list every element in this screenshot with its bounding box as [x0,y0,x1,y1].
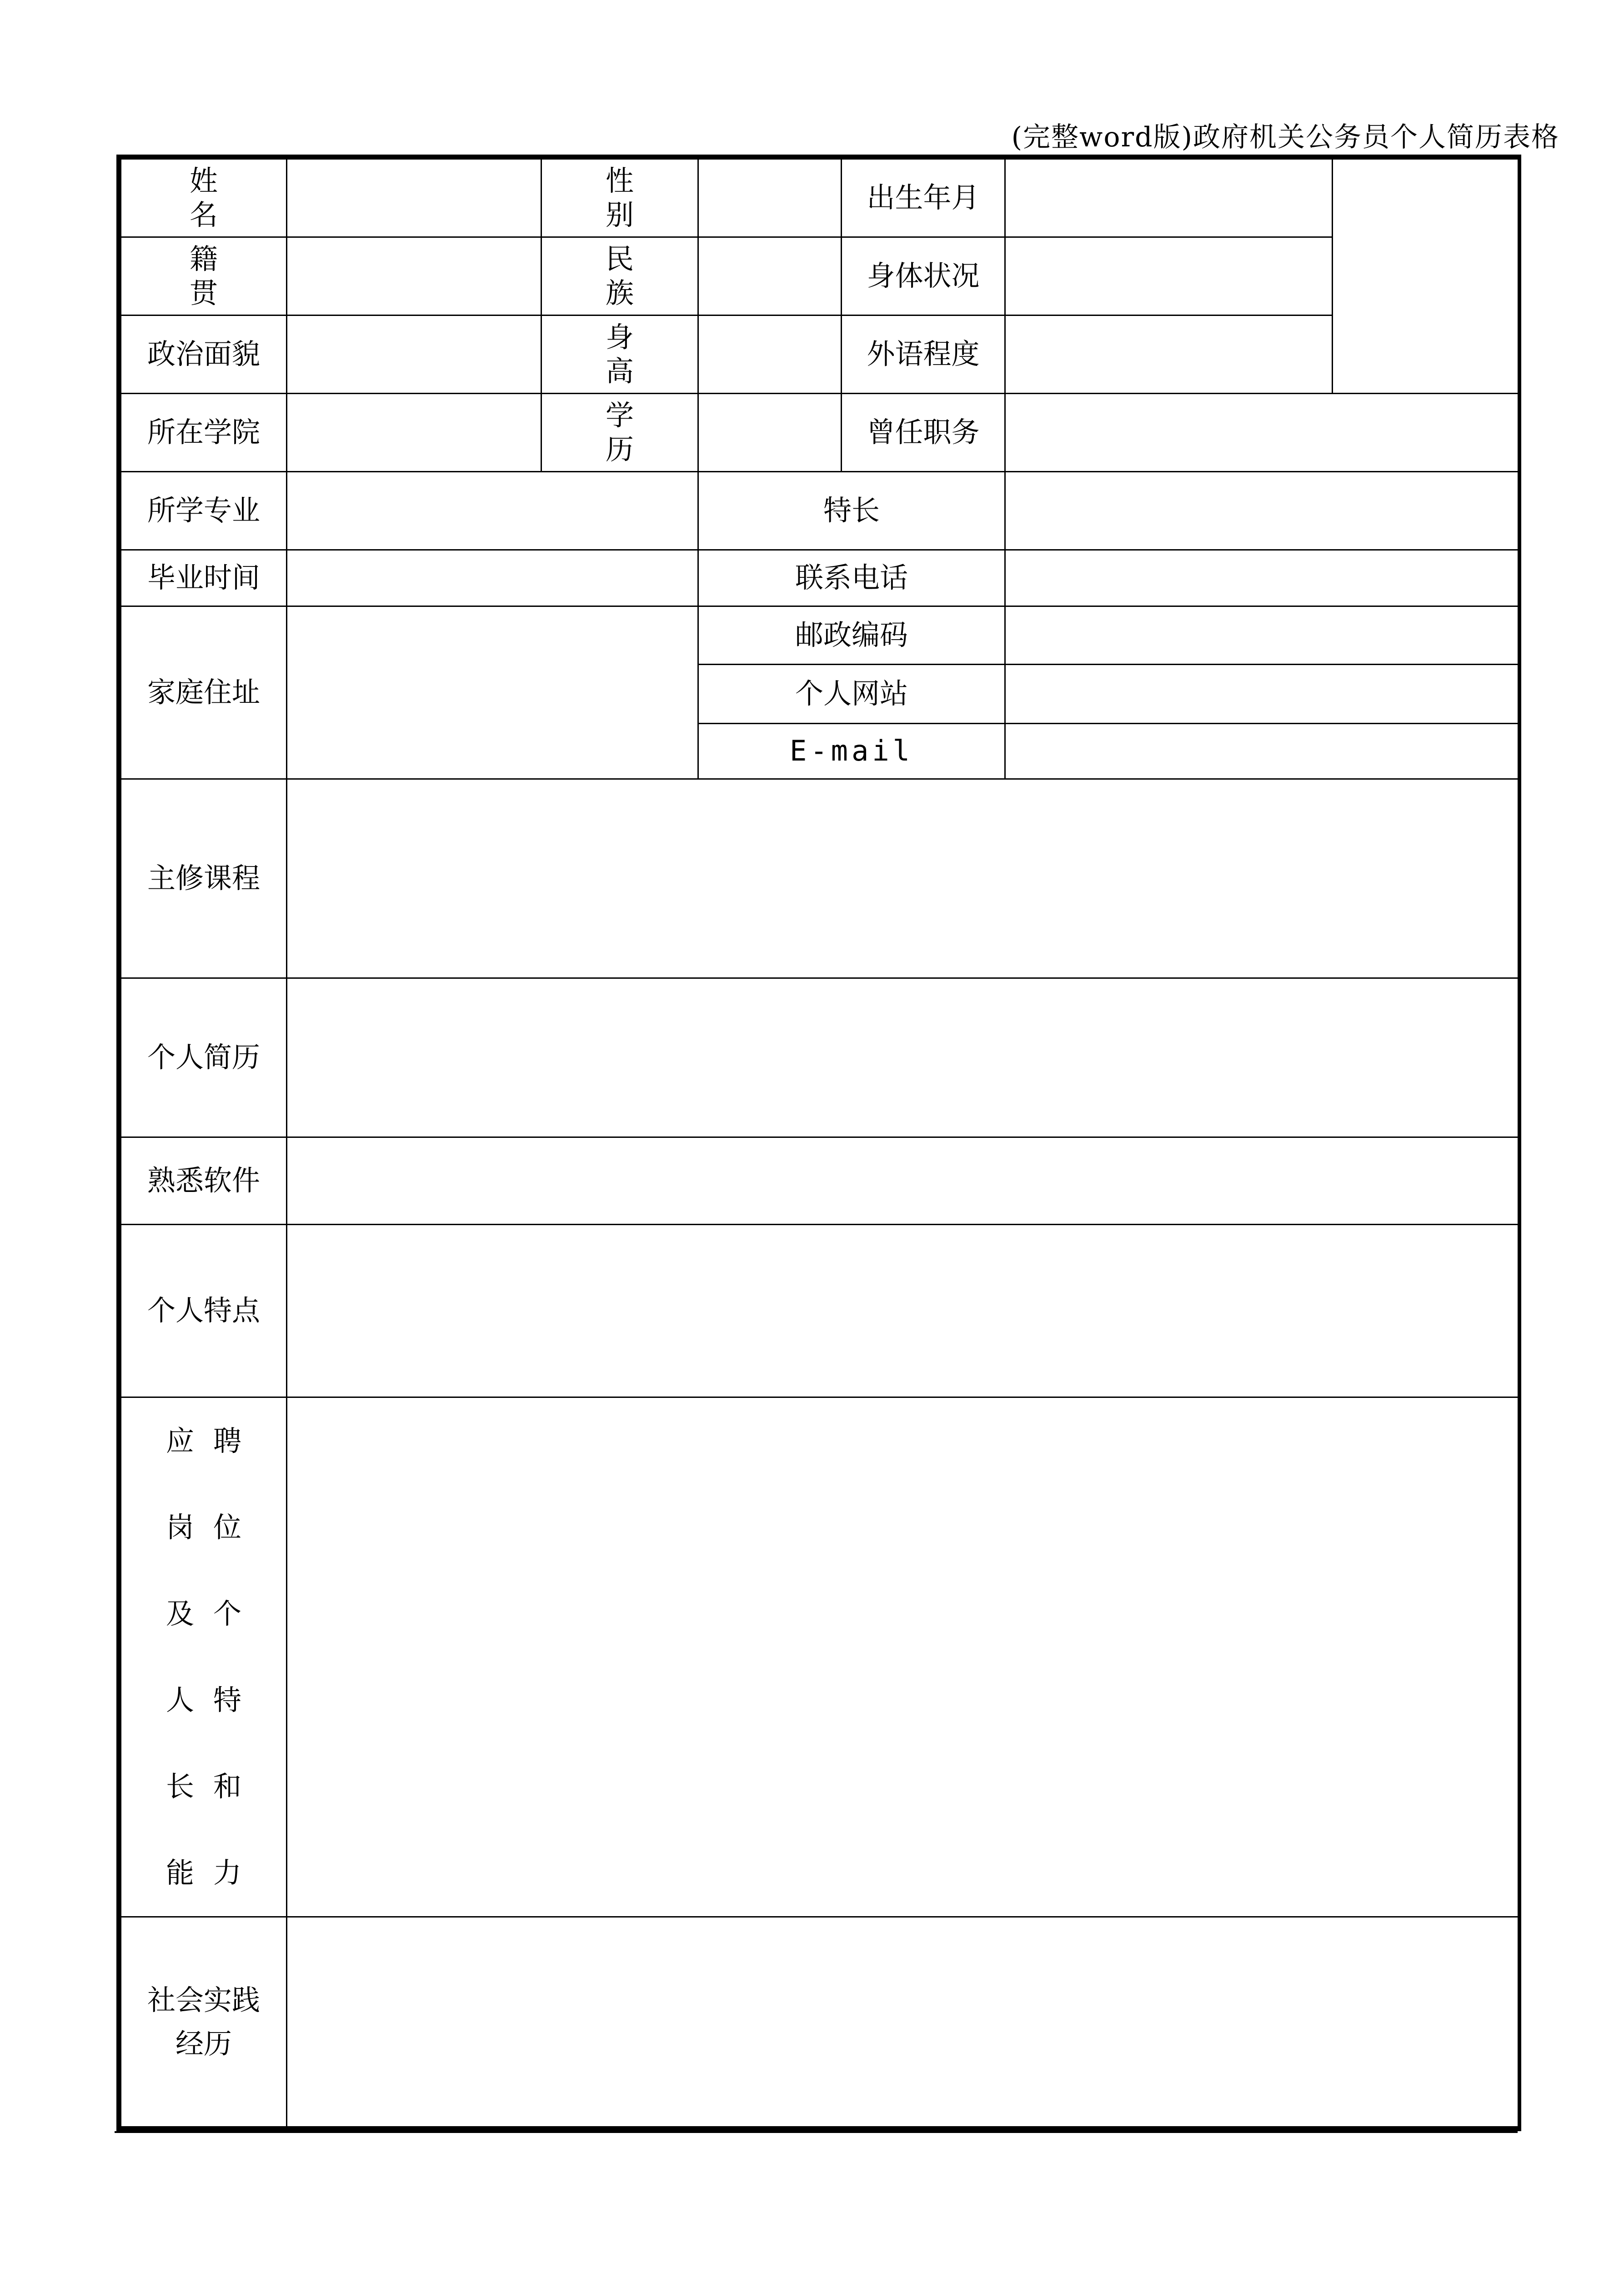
health-field[interactable] [1005,237,1333,315]
language-label: 外语程度 [842,315,1005,394]
graduation-field[interactable] [287,550,698,606]
height-label-cell [541,315,698,394]
software-field[interactable] [287,1137,1519,1225]
language-field[interactable] [1005,315,1333,394]
graduation-label: 毕业时间 [121,550,287,606]
college-field[interactable] [287,394,541,472]
resume-field[interactable] [287,978,1519,1137]
political-status-label: 政治面貌 [121,315,287,394]
specialty-label: 特长 [698,472,1005,550]
major-field[interactable] [287,472,698,550]
native-place-label: 籍贯 [189,242,263,310]
table-row [121,1397,1519,1917]
ethnicity-label-cell [541,237,698,315]
table-row [121,550,1519,606]
height-field[interactable] [698,315,842,394]
address-field[interactable] [287,606,698,779]
resume-label: 个人简历 [121,978,287,1137]
table-row [121,978,1519,1137]
address-label: 家庭住址 [121,606,287,779]
table-row [121,472,1519,550]
political-status-field[interactable] [287,315,541,394]
table-row [121,315,1519,394]
phone-field[interactable] [1005,550,1519,606]
table-row [121,779,1519,978]
table-row [121,1917,1519,2127]
gender-label: 性别 [605,164,679,231]
courses-field[interactable] [287,779,1519,978]
college-label: 所在学院 [121,394,287,472]
resume-form [116,155,1521,2131]
website-field[interactable] [1005,665,1519,724]
traits-field[interactable] [287,1225,1519,1397]
birth-label: 出生年月 [842,159,1005,237]
education-field[interactable] [698,394,842,472]
ethnicity-field[interactable] [698,237,842,315]
postcode-field[interactable] [1005,606,1519,665]
birth-field[interactable] [1005,159,1333,237]
native-place-label-cell [121,237,287,315]
table-row [121,1137,1519,1225]
practice-field[interactable] [287,1917,1519,2127]
native-place-field[interactable] [287,237,541,315]
traits-label: 个人特点 [121,1225,287,1397]
table-row [121,1225,1519,1397]
practice-label-cell [121,1917,287,2127]
education-label-cell [541,394,698,472]
practice-label: 社会实践经历 [147,1983,260,2060]
software-label: 熟悉软件 [121,1137,287,1225]
health-label: 身体状况 [842,237,1005,315]
education-label: 学历 [605,399,679,466]
height-label: 身高 [605,320,679,388]
specialty-field[interactable] [1005,472,1519,550]
photo-area[interactable] [1333,159,1519,394]
position-label-cell [121,1397,287,1917]
name-label: 姓名 [189,164,263,231]
major-label: 所学专业 [121,472,287,550]
courses-label: 主修课程 [121,779,287,978]
website-label: 个人网站 [698,665,1005,724]
table-row [121,159,1519,237]
resume-table [120,158,1519,2128]
name-label-cell [121,159,287,237]
gender-field[interactable] [698,159,842,237]
phone-label: 联系电话 [698,550,1005,606]
document-header: (完整word版)政府机关公务员个人简历表格 [1011,121,1559,153]
table-row [121,606,1519,665]
name-field[interactable] [287,159,541,237]
ethnicity-label: 民族 [605,242,679,310]
former-position-field[interactable] [1005,394,1519,472]
email-field[interactable] [1005,724,1519,779]
table-row [121,394,1519,472]
position-label: 应聘岗位及个人特长和能力 [165,1424,261,1889]
gender-label-cell [541,159,698,237]
email-label: E-mail [698,724,1005,779]
postcode-label: 邮政编码 [698,606,1005,665]
position-field[interactable] [287,1397,1519,1917]
former-position-label: 曾任职务 [842,394,1005,472]
table-row [121,237,1519,315]
